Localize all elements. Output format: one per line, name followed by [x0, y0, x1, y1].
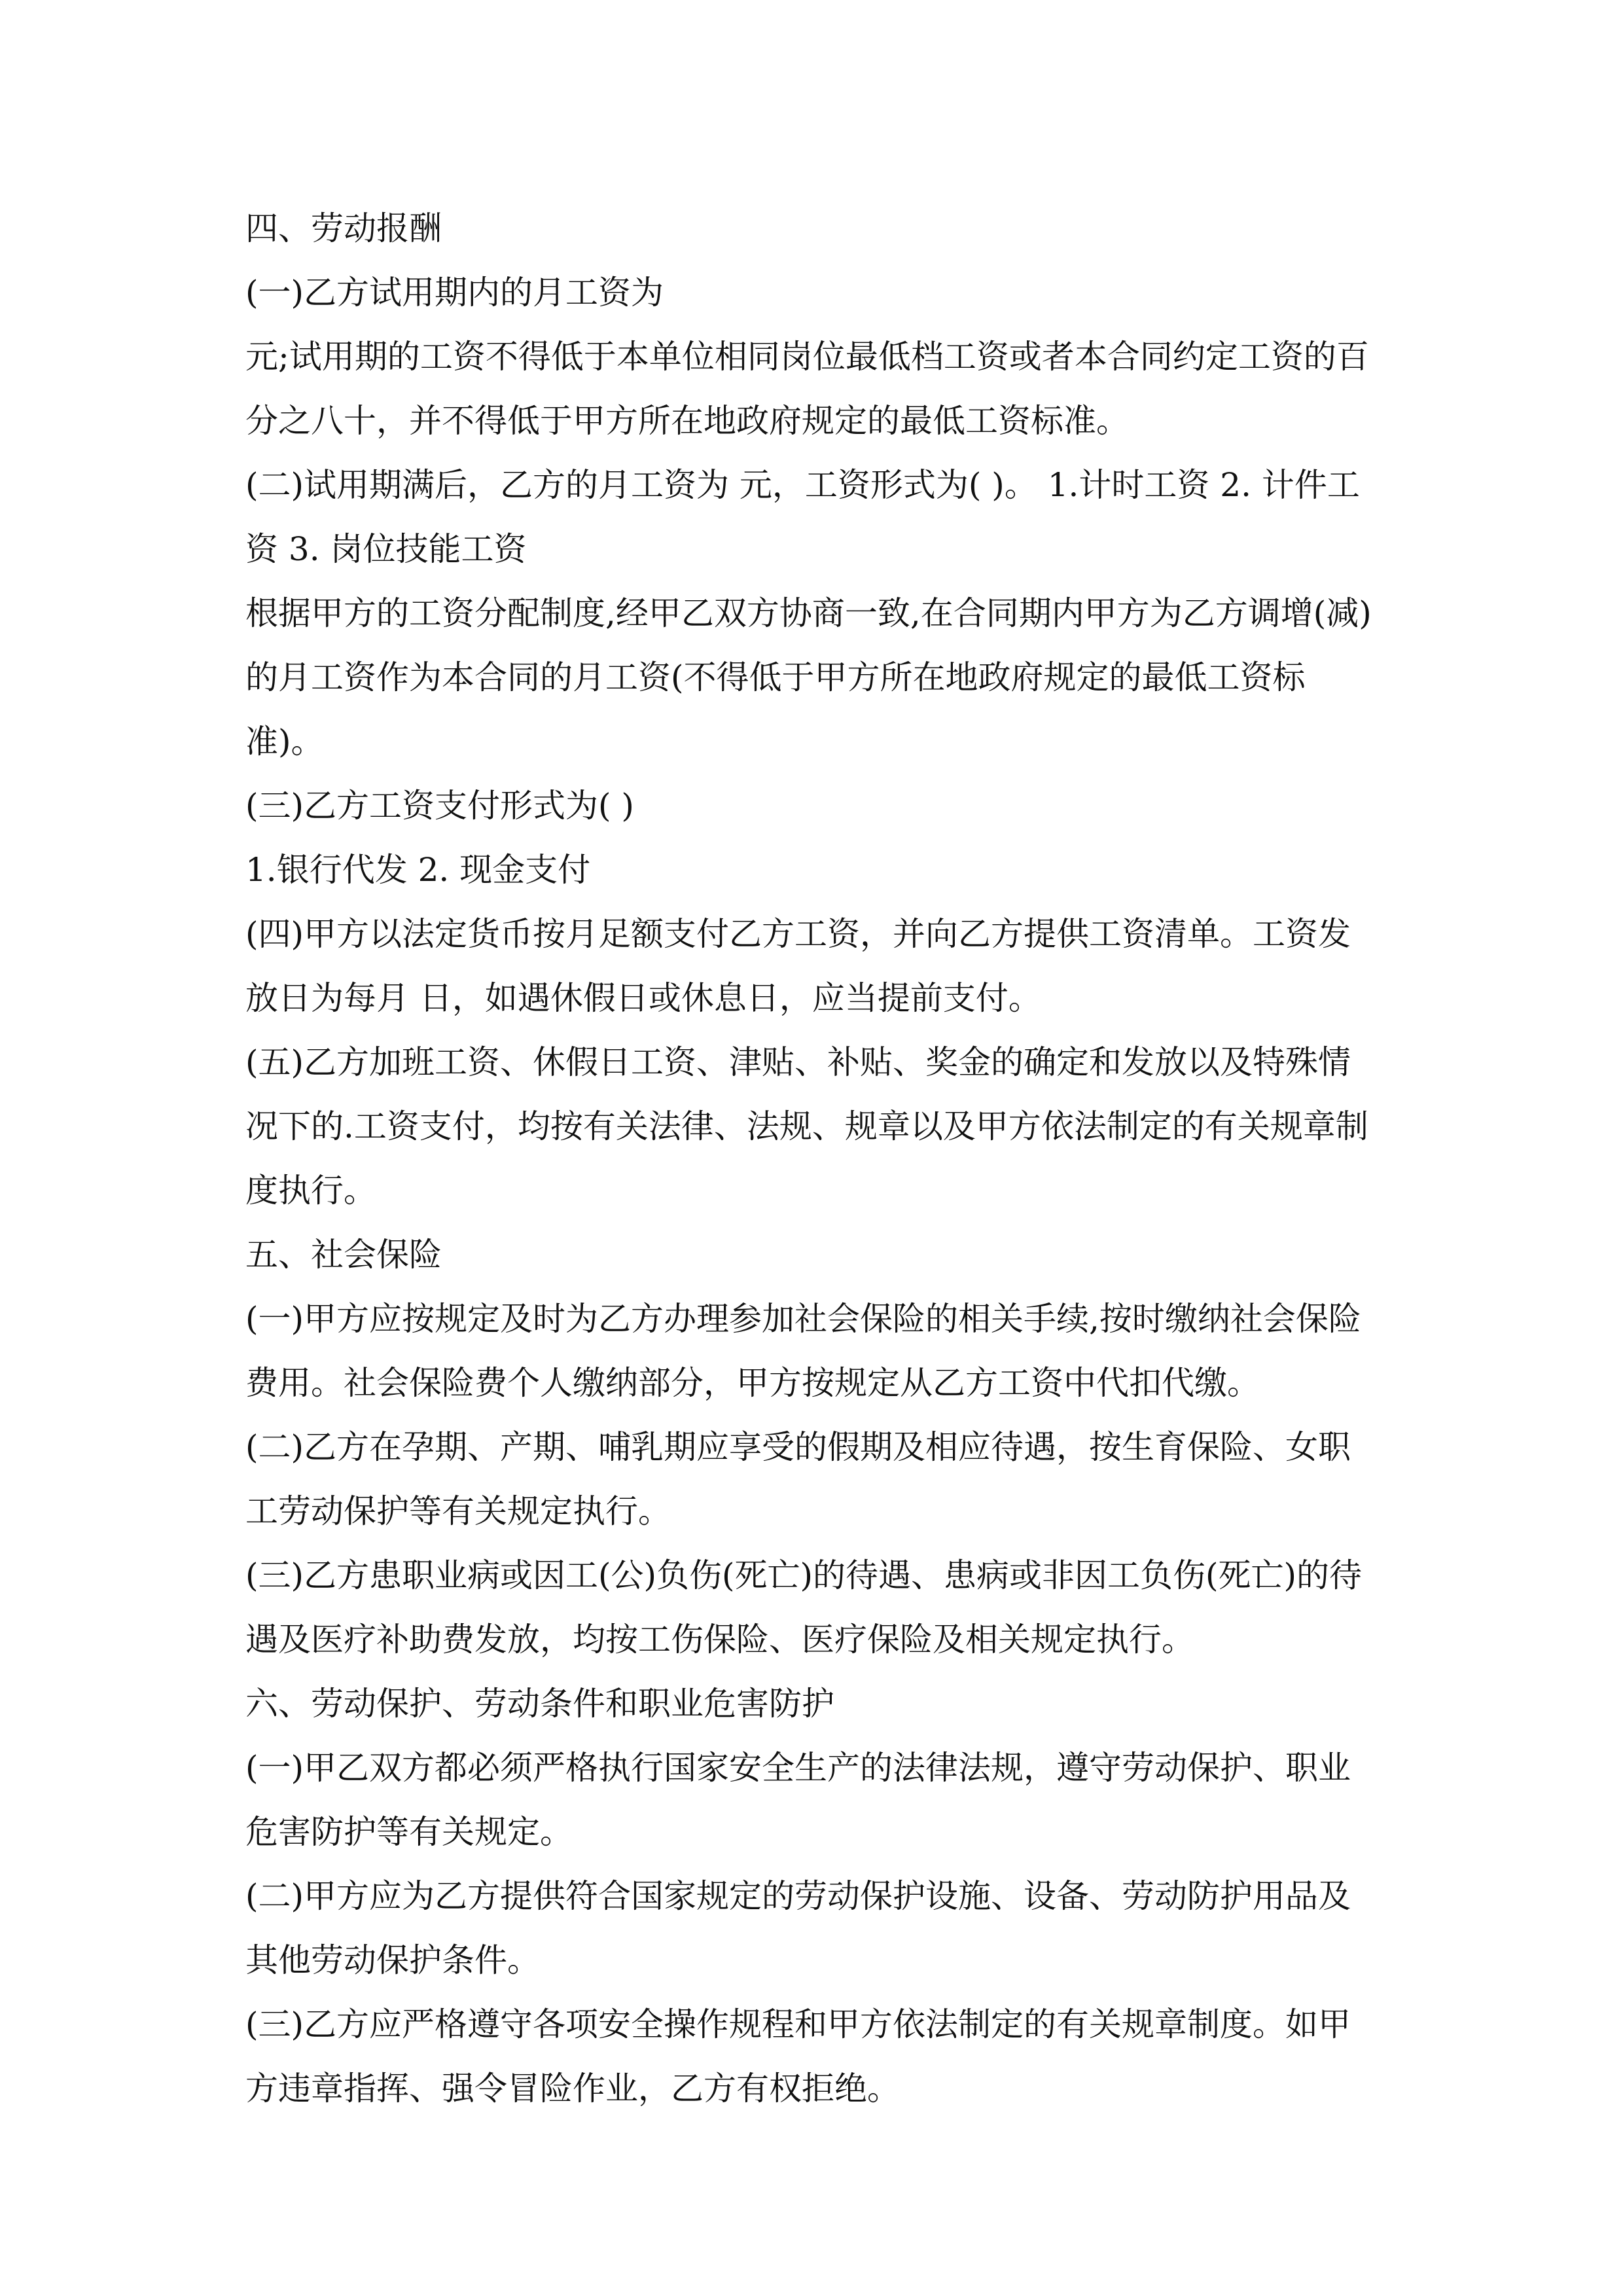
paragraph: (三)乙方应严格遵守各项安全操作规程和甲方依法制定的有关规章制度。如甲方违章指挥、强令冒险作业，乙方有权拒绝。	[245, 2005, 1351, 2108]
paragraph: (二)甲方应为乙方提供符合国家规定的劳动保护设施、设备、劳动防护用品及其他劳动保护条件。	[245, 1877, 1351, 1979]
paragraph: (三)乙方患职业病或因工(公)负伤(死亡)的待遇、患病或非因工负伤(死亡)的待遇及医疗补助费发放，均按工伤保险、医疗保险及相关规定执行。	[245, 1556, 1363, 1659]
section-heading-labor-protection: 六、劳动保护、劳动条件和职业危害防护	[245, 1685, 834, 1723]
paragraph: (二)试用期满后，乙方的月工资为 元，工资形式为( )。 1.计时工资 2. 计件工资 3. 岗位技能工资	[245, 466, 1360, 568]
section-heading-social-insurance: 五、社会保险	[245, 1236, 442, 1274]
document-body	[245, 196, 1378, 2121]
section-heading-labor-remuneration: 四、劳动报酬	[245, 209, 442, 247]
paragraph: 1.银行代发 2. 现金支付	[245, 851, 591, 889]
paragraph: (五)乙方加班工资、休假日工资、津贴、补贴、奖金的确定和发放以及特殊情况下的.工资支付，均按有关法律、法规、规章以及甲方依法制定的有关规章制度执行。	[245, 1043, 1368, 1210]
paragraph: 根据甲方的工资分配制度,经甲乙双方协商一致,在合同期内甲方为乙方调增(减)的月工资作为本合同的月工资(不得低于甲方所在地政府规定的最低工资标准)。	[245, 594, 1372, 761]
paragraph: (四)甲方以法定货币按月足额支付乙方工资，并向乙方提供工资清单。工资发放日为每月 日，如遇休假日或休息日，应当提前支付。	[245, 915, 1351, 1017]
paragraph: (三)乙方工资支付形式为( )	[245, 787, 634, 825]
paragraph: (一)甲乙双方都必须严格执行国家安全生产的法律法规，遵守劳动保护、职业危害防护等有关规定。	[245, 1749, 1351, 1851]
paragraph: (二)乙方在孕期、产期、哺乳期应享受的假期及相应待遇，按生育保险、女职工劳动保护等有关规定执行。	[245, 1428, 1351, 1530]
paragraph: 元;试用期的工资不得低于本单位相同岗位最低档工资或者本合同约定工资的百分之八十，并不得低于甲方所在地政府规定的最低工资标准。	[245, 338, 1369, 440]
paragraph: (一)甲方应按规定及时为乙方办理参加社会保险的相关手续,按时缴纳社会保险费用。社会保险费个人缴纳部分，甲方按规定从乙方工资中代扣代缴。	[245, 1300, 1361, 1402]
paragraph: (一)乙方试用期内的月工资为	[245, 274, 664, 312]
